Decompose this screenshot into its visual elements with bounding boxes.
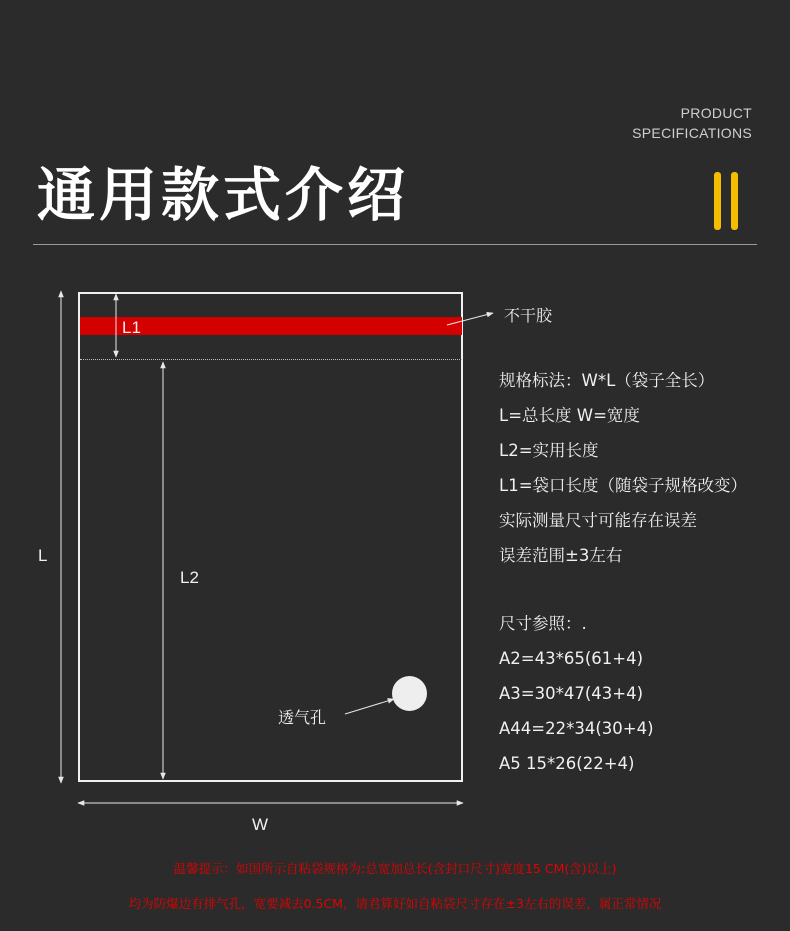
spec-line: L=总长度 W=宽度 [499,406,640,425]
spec-line: L2=实用长度 [499,441,599,460]
size-item: A2=43*65(61+4) [499,649,644,668]
size-item: A3=30*47(43+4) [499,684,644,703]
header-en-line1: PRODUCT [680,105,752,121]
vent-label: 透气孔 [278,708,327,727]
adhesive-pointer [447,313,493,325]
spec-line: L1=袋口长度（随袋子规格改变） [499,476,748,495]
header-en-line2: SPECIFICATIONS [632,125,752,141]
vent-pointer [345,699,394,714]
size-ref-title: 尺寸参照：. [499,614,587,633]
adhesive-label: 不干胶 [504,306,553,325]
size-item: A44=22*34(30+4) [499,719,654,738]
label-W: W [252,815,269,834]
spec-line: 误差范围±3左右 [499,546,623,565]
warning-note-1: 温馨提示：如国所示自粘袋规格为:总宽加总长(含封口尺寸)宽度15 CM(含)以上) [173,861,617,876]
spec-line: 规格标法：W*L（袋子全长） [499,371,715,390]
label-L2: L2 [180,568,199,587]
label-L: L [38,546,48,565]
spec-line: 实际测量尺寸可能存在误差 [499,511,697,530]
page-title: 通用款式介绍 [37,161,410,229]
warning-note-2: 均为防爆边有排气孔，宽要减去0.5CM，请君算好如自粘袋尺寸存在±3左右的误差，属正常情况 [128,896,662,911]
size-item: A5 15*26(22+4) [499,754,635,773]
label-L1: L1 [122,318,141,337]
